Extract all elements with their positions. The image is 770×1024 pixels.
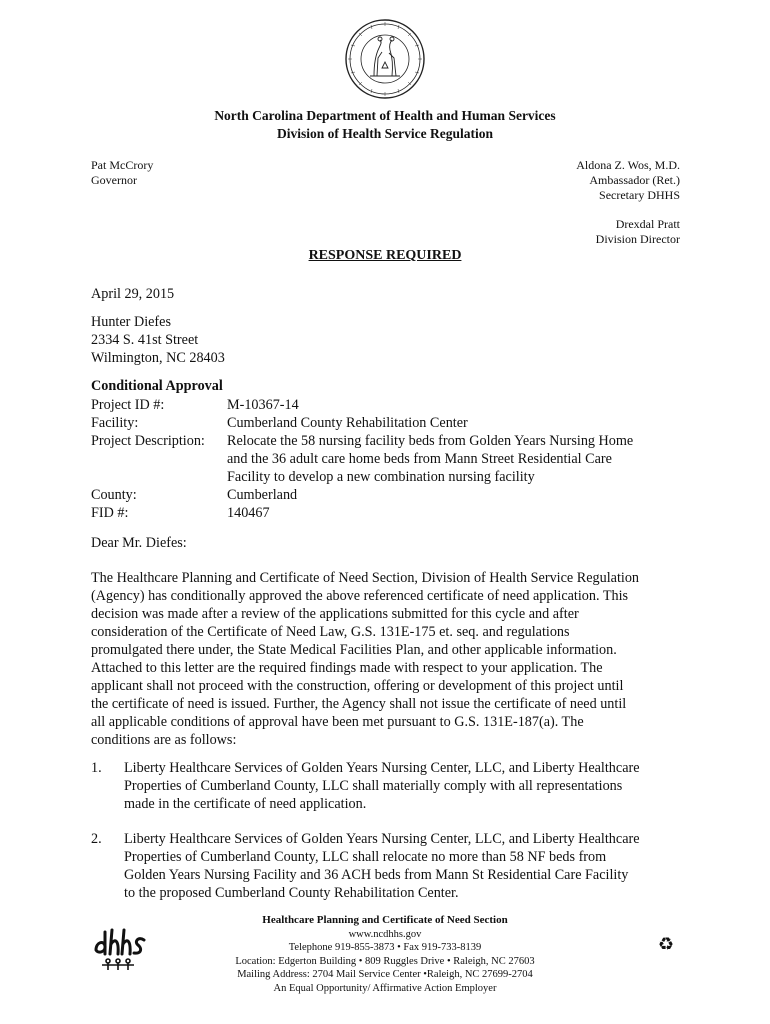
condition-line: Properties of Cumberland County, LLC shall relocate no more than 58 NF beds from [124,849,607,865]
body-line: Attached to this letter are the required findings made with respect to your application. The [91,660,603,676]
footer-phone: Telephone 919-855-3873 • Fax 919-733-8139 [288,942,482,954]
condition-line: Golden Years Nursing Facility and 36 ACH beds from Mann St Residential Care Facility [124,867,629,883]
governor-block [91,158,153,188]
salutation: Dear Mr. Diefes: [91,535,187,551]
footer-section-name: Healthcare Planning and Certificate of Need Section [262,914,508,926]
letter-date: April 29, 2015 [91,286,175,302]
footer [170,914,600,996]
footer-equal-opportunity: An Equal Opportunity/ Affirmative Action Employer [273,982,497,994]
director-name: Drexdal Pratt [615,217,680,231]
footer-website[interactable]: www.ncdhhs.gov [348,928,422,940]
recipient-street: 2334 S. 41st Street [91,332,199,348]
department-name: North Carolina Department of Health and Human Services [214,108,556,123]
description-line-1: Relocate the 58 nursing facility beds from Golden Years Nursing Home [227,433,634,449]
facility-value: Cumberland County Rehabilitation Center [227,415,468,431]
condition-number: 1. [91,760,102,776]
secretary-line2: Ambassador (Ret.) [589,173,680,187]
body-line: decision was made after a review of the applications submitted for this cycle and after [91,606,579,622]
county-label: County: [91,487,137,503]
body-line: conditions are as follows: [91,732,237,748]
recipient-name: Hunter Diefes [91,314,171,330]
footer-location: Location: Edgerton Building • 809 Ruggles Drive • Raleigh, NC 27603 [235,955,535,967]
recipient-address [91,313,225,367]
body-line: the certificate of need is issued. Further, the Agency shall not issue the certificate of need until [91,696,627,712]
project-id-label: Project ID #: [91,397,165,413]
condition-line: Liberty Healthcare Services of Golden Years Nursing Center, LLC, and Liberty Healthcare [124,831,640,847]
body-line: all applicable conditions of approval have been met pursuant to G.S. 131E-187(a). The [91,714,584,730]
body-line: The Healthcare Planning and Certificate of Need Section, Division of Health Service Regulation [91,570,640,586]
governor-name: Pat McCrory [91,158,154,172]
description-line-3: Facility to develop a new combination nursing facility [227,469,535,485]
condition-number: 2. [91,831,102,847]
county-value: Cumberland [227,487,298,503]
condition-line: to the proposed Cumberland County Rehabilitation Center. [124,885,459,901]
project-id-value: M-10367-14 [227,397,299,413]
condition-line: Liberty Healthcare Services of Golden Years Nursing Center, LLC, and Liberty Healthcare [124,760,640,776]
recipient-city: Wilmington, NC 28403 [91,350,225,366]
condition-line: Properties of Cumberland County, LLC shall materially comply with all representations [124,778,623,794]
response-required-heading: RESPONSE REQUIRED [308,248,462,263]
body-line: applicant shall not proceed with the construction, offering or development of this project until [91,678,624,694]
body-paragraph [91,569,691,749]
condition-line: made in the certificate of need application. [124,796,367,812]
condition-item [124,830,694,902]
division-name: Division of Health Service Regulation [277,126,493,141]
secretary-name: Aldona Z. Wos, M.D. [576,158,680,172]
governor-title: Governor [91,173,137,187]
body-line: promulgated there under, the State Medical Facilities Plan, and other applicable information. [91,642,617,658]
secretary-block [440,158,680,203]
body-line: (Agency) has conditionally approved the above referenced certificate of need application. This [91,588,629,604]
recycle-icon: ♻ [658,934,675,955]
state-seal-icon [344,18,426,100]
facility-label: Facility: [91,415,139,431]
approval-heading: Conditional Approval [91,378,223,394]
description-label: Project Description: [91,433,205,449]
director-block [440,217,680,247]
description-line-2: and the 36 adult care home beds from Mann Street Residential Care [227,451,612,467]
fid-value: 140467 [227,505,270,521]
director-title: Division Director [595,232,680,246]
secretary-title: Secretary DHHS [599,188,680,202]
fid-label: FID #: [91,505,129,521]
dhhs-logo-icon [92,924,150,972]
condition-item [124,759,694,813]
body-line: consideration of the Certificate of Need Law, G.S. 131E-175 et. seq. and regulations [91,624,570,640]
footer-mailing: Mailing Address: 2704 Mail Service Center •Raleigh, NC 27699-2704 [237,969,533,981]
